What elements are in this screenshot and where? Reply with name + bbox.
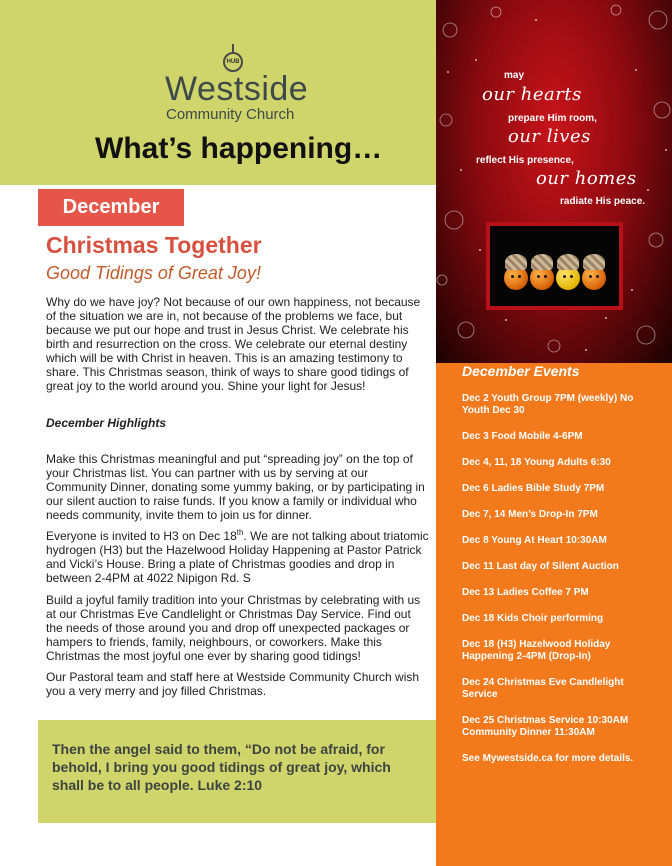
- event-item: Dec 13 Ladies Coffee 7 PM: [462, 587, 589, 598]
- event-item: Dec 18 (H3) Hazelwood Holiday Happening 2-4PM (Drop-In): [462, 639, 611, 662]
- article-title: Christmas Together: [46, 232, 262, 258]
- logo-hub-badge: HUB: [223, 52, 243, 72]
- knit-hat-icon: [583, 254, 605, 270]
- event-item: Dec 18 Kids Choir performing: [462, 613, 604, 624]
- verse-line: our homes: [536, 168, 637, 189]
- event-item: Dec 3 Food Mobile 4-6PM: [462, 431, 583, 442]
- knit-hat-icon: [531, 254, 553, 270]
- verse-text: [436, 0, 672, 220]
- verse-line: reflect His presence,: [476, 155, 574, 166]
- month-tab: December: [38, 189, 184, 226]
- logo-subtitle: Community Church: [166, 106, 295, 123]
- christmas-verse-graphic: [436, 0, 672, 363]
- article-subtitle: Good Tidings of Great Joy!: [46, 263, 261, 283]
- paragraph-tradition: Build a joyful family tradition into your Christmas by celebrating with us at our Christmas Eve Candlelight or Christmas Day Service. Find out the needs of those around you and drop off unexpected packages or hampers to friends, family, neighbours, or coworkers. Make this Christmas the most joyful one ever by sharing good tidings!: [46, 593, 421, 663]
- paragraph-spreading-joy: Make this Christmas meaningful and put “spreading joy” on the top of your Christmas list. You can partner with us by serving at our Community Dinner, donating some yummy baking, or by participating in our silent auction to raise funds. If you know a family or individual who needs community, invite them to join us for dinner.: [46, 452, 425, 522]
- paragraph-intro: Why do we have joy? Not because of our own happiness, not because of the situation we are in, not because of the problems we face, but because we put our hope and trust in Jesus Christ. We celebrate his birth and resurrection on the cross. We celebrate our eternal destiny which will be with Christ in heaven. This is an amazing testimony to share. This Christmas season, think of ways to share good tidings of great joy to the world around you. Shine your light for Jesus!: [46, 295, 421, 393]
- paragraph-h3-start: Everyone is invited to H3 on Dec 18: [46, 529, 237, 543]
- page-title: What’s happening…: [95, 132, 383, 165]
- ornament-photo: [486, 222, 623, 310]
- scripture-quote-box: [38, 720, 436, 823]
- event-item: Dec 11 Last day of Silent Auction: [462, 561, 619, 572]
- paragraph-closing: Our Pastoral team and staff here at Westside Community Church wish you a very merry and joy filled Christmas.: [46, 670, 420, 698]
- verse-line: prepare Him room,: [508, 113, 597, 124]
- church-logo: [165, 48, 309, 123]
- event-item: Dec 24 Christmas Eve Candlelight Service: [462, 677, 624, 700]
- logo-hub-stem: [232, 44, 234, 52]
- ornament-group: [500, 238, 610, 294]
- highlights-heading: December Highlights: [46, 416, 167, 430]
- verse-line: radiate His peace.: [560, 196, 646, 207]
- scripture-quote: Then the angel said to them, “Do not be afraid, for behold, I bring you good tidings of great joy, which shall be to all people. Luke 2:10: [52, 741, 391, 793]
- logo-wordmark: Westside: [165, 70, 309, 108]
- knit-hat-icon: [505, 254, 527, 270]
- events-panel: [436, 363, 672, 866]
- knit-hat-icon: [557, 254, 579, 270]
- event-item: Dec 8 Young At Heart 10:30AM: [462, 535, 607, 546]
- verse-line: may: [504, 70, 525, 81]
- paragraph-h3-end: . We are not talking about triatomic hydrogen (H3) but the Hazelwood Holiday Happening at Pastor Patrick and Vicki’s House. Bring a plate of Christmas goodies and drop in between 2-4PM at 4022 Nipigon Rd. S: [46, 529, 429, 585]
- paragraph-h3-sup: th: [236, 528, 244, 537]
- event-item: Dec 4, 11, 18 Young Adults 6:30: [462, 457, 611, 468]
- event-item: Dec 2 Youth Group 7PM (weekly) No Youth Dec 30: [462, 393, 634, 416]
- event-item: Dec 7, 14 Men’s Drop-In 7PM: [462, 509, 598, 520]
- event-item: Dec 6 Ladies Bible Study 7PM: [462, 483, 605, 494]
- events-title: December Events: [462, 363, 580, 379]
- header-banner: [0, 0, 436, 185]
- events-more-link[interactable]: See Mywestside.ca for more details.: [462, 753, 634, 764]
- verse-line: our hearts: [482, 84, 582, 105]
- event-item: Dec 25 Christmas Service 10:30AM Community Dinner 11:30AM: [462, 715, 629, 738]
- paragraph-h3: [46, 529, 430, 585]
- verse-line: our lives: [508, 126, 591, 147]
